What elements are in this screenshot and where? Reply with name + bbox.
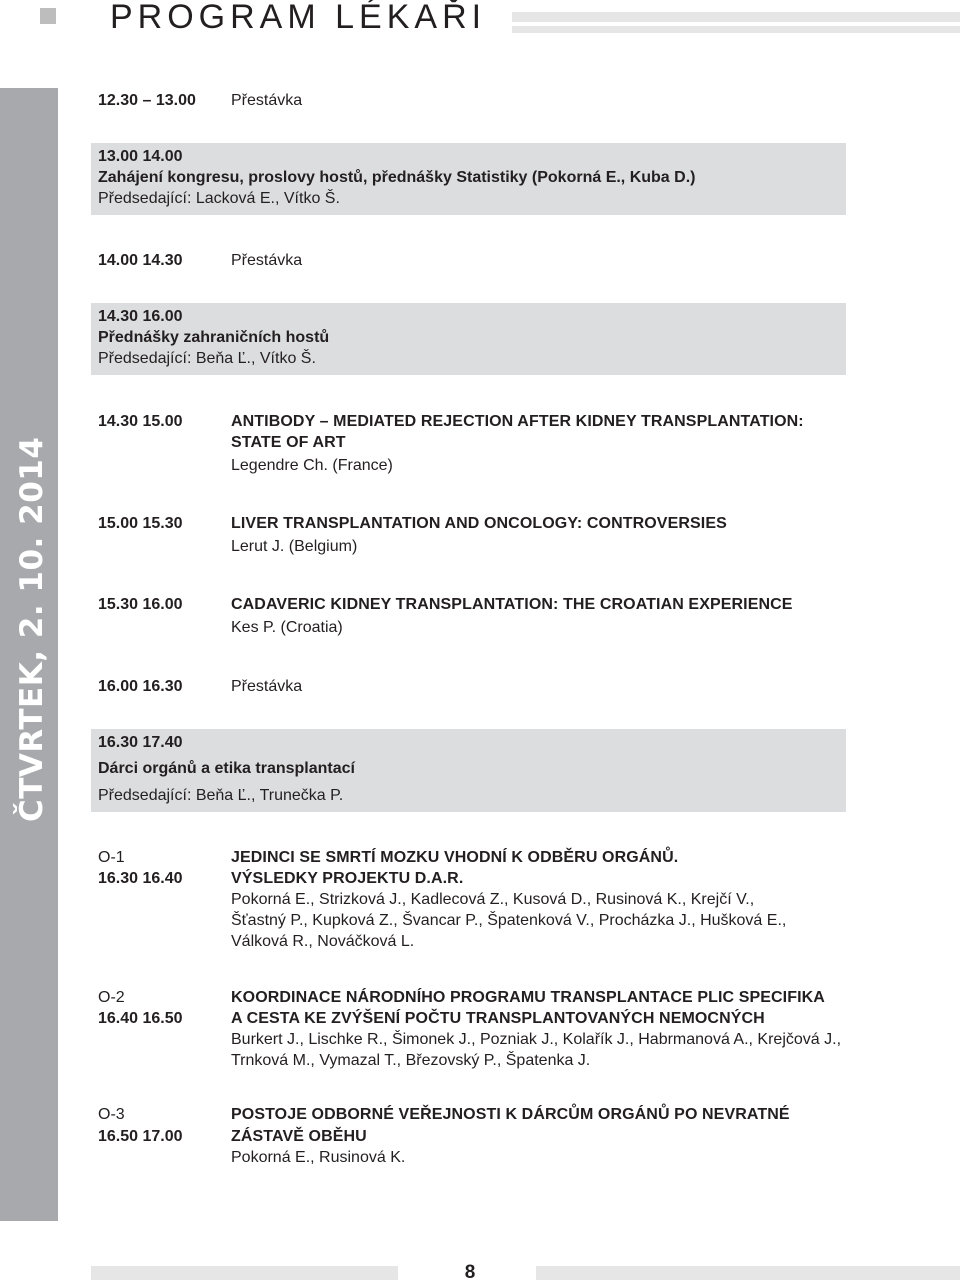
abstract-authors: Burkert J., Lischke R., Šimonek J., Pozniak J., Kolařík J., Habrmanová A., Krejčová J., [231,1031,842,1048]
session-title: Dárci orgánů a etika transplantací [98,760,355,777]
abstract-code: O-1 [98,849,125,866]
abstract-title: ZÁSTAVĚ OBĚHU [231,1128,367,1145]
abstract-title: A CESTA KE ZVÝŠENÍ POČTU TRANSPLANTOVANÝCH NEMOCNÝCH [231,1010,765,1027]
break-label: Přestávka [231,678,303,695]
schedule-time: 16.30 17.40 [98,734,183,751]
talk-title: ANTIBODY – MEDIATED REJECTION AFTER KIDNEY TRANSPLANTATION: [231,413,804,430]
abstract-code: O-2 [98,989,125,1006]
header-rule [512,12,960,22]
abstract-title: POSTOJE ODBORNÉ VEŘEJNOSTI K DÁRCŮM ORGÁNŮ PO NEVRATNÉ [231,1106,790,1123]
abstract-code: O-3 [98,1106,125,1123]
sidebar-date: ČTVRTEK, 2. 10. 2014 [14,436,50,822]
schedule-time: 14.00 14.30 [98,252,183,269]
talk-title: LIVER TRANSPLANTATION AND ONCOLOGY: CONTROVERSIES [231,515,727,532]
header-square [40,8,56,24]
schedule-time: 14.30 16.00 [98,308,183,325]
abstract-authors: Pokorná E., Rusinová K. [231,1149,406,1166]
page-number: 8 [464,1262,476,1283]
schedule-time: 15.00 15.30 [98,515,183,532]
schedule-time: 15.30 16.00 [98,596,183,613]
talk-author: Lerut J. (Belgium) [231,538,358,555]
footer-rule-left [91,1266,398,1280]
talk-author: Kes P. (Croatia) [231,619,343,636]
session-title: Zahájení kongresu, proslovy hostů, přednášky Statistiky (Pokorná E., Kuba D.) [98,169,696,186]
break-label: Přestávka [231,252,303,269]
session-title: Přednášky zahraničních hostů [98,329,330,346]
footer-rule-right [536,1266,960,1280]
break-label: Přestávka [231,92,303,109]
session-chairs: Předsedající: Beňa Ľ., Trunečka P. [98,787,344,804]
abstract-title: VÝSLEDKY PROJEKTU D.A.R. [231,870,464,887]
abstract-title: JEDINCI SE SMRTÍ MOZKU VHODNÍ K ODBĚRU ORGÁNŮ. [231,849,679,866]
schedule-time: 16.30 16.40 [98,870,183,887]
abstract-authors: Šťastný P., Kupková Z., Švancar P., Špatenková V., Procházka J., Hušková E., [231,912,787,929]
schedule-time: 16.50 17.00 [98,1128,183,1145]
abstract-authors: Pokorná E., Strizková J., Kadlecová Z., Kusová D., Rusinová K., Krejčí V., [231,891,755,908]
abstract-authors: Trnková M., Vymazal T., Březovský P., Špatenka J. [231,1052,591,1069]
talk-title: STATE OF ART [231,434,346,451]
schedule-time: 12.30 – 13.00 [98,92,196,109]
schedule-time: 13.00 14.00 [98,148,183,165]
schedule-time: 14.30 15.00 [98,413,183,430]
page-title: PROGRAM LÉKAŘI [110,0,487,36]
abstract-authors: Válková R., Nováčková L. [231,933,415,950]
talk-title: CADAVERIC KIDNEY TRANSPLANTATION: THE CROATIAN EXPERIENCE [231,596,793,613]
header-rule-thin [512,26,960,33]
session-chairs: Předsedající: Lacková E., Vítko Š. [98,190,340,207]
schedule-time: 16.00 16.30 [98,678,183,695]
session-chairs: Předsedající: Beňa Ľ., Vítko Š. [98,350,316,367]
schedule-time: 16.40 16.50 [98,1010,183,1027]
abstract-title: KOORDINACE NÁRODNÍHO PROGRAMU TRANSPLANTACE PLIC SPECIFIKA [231,989,825,1006]
talk-author: Legendre Ch. (France) [231,457,393,474]
